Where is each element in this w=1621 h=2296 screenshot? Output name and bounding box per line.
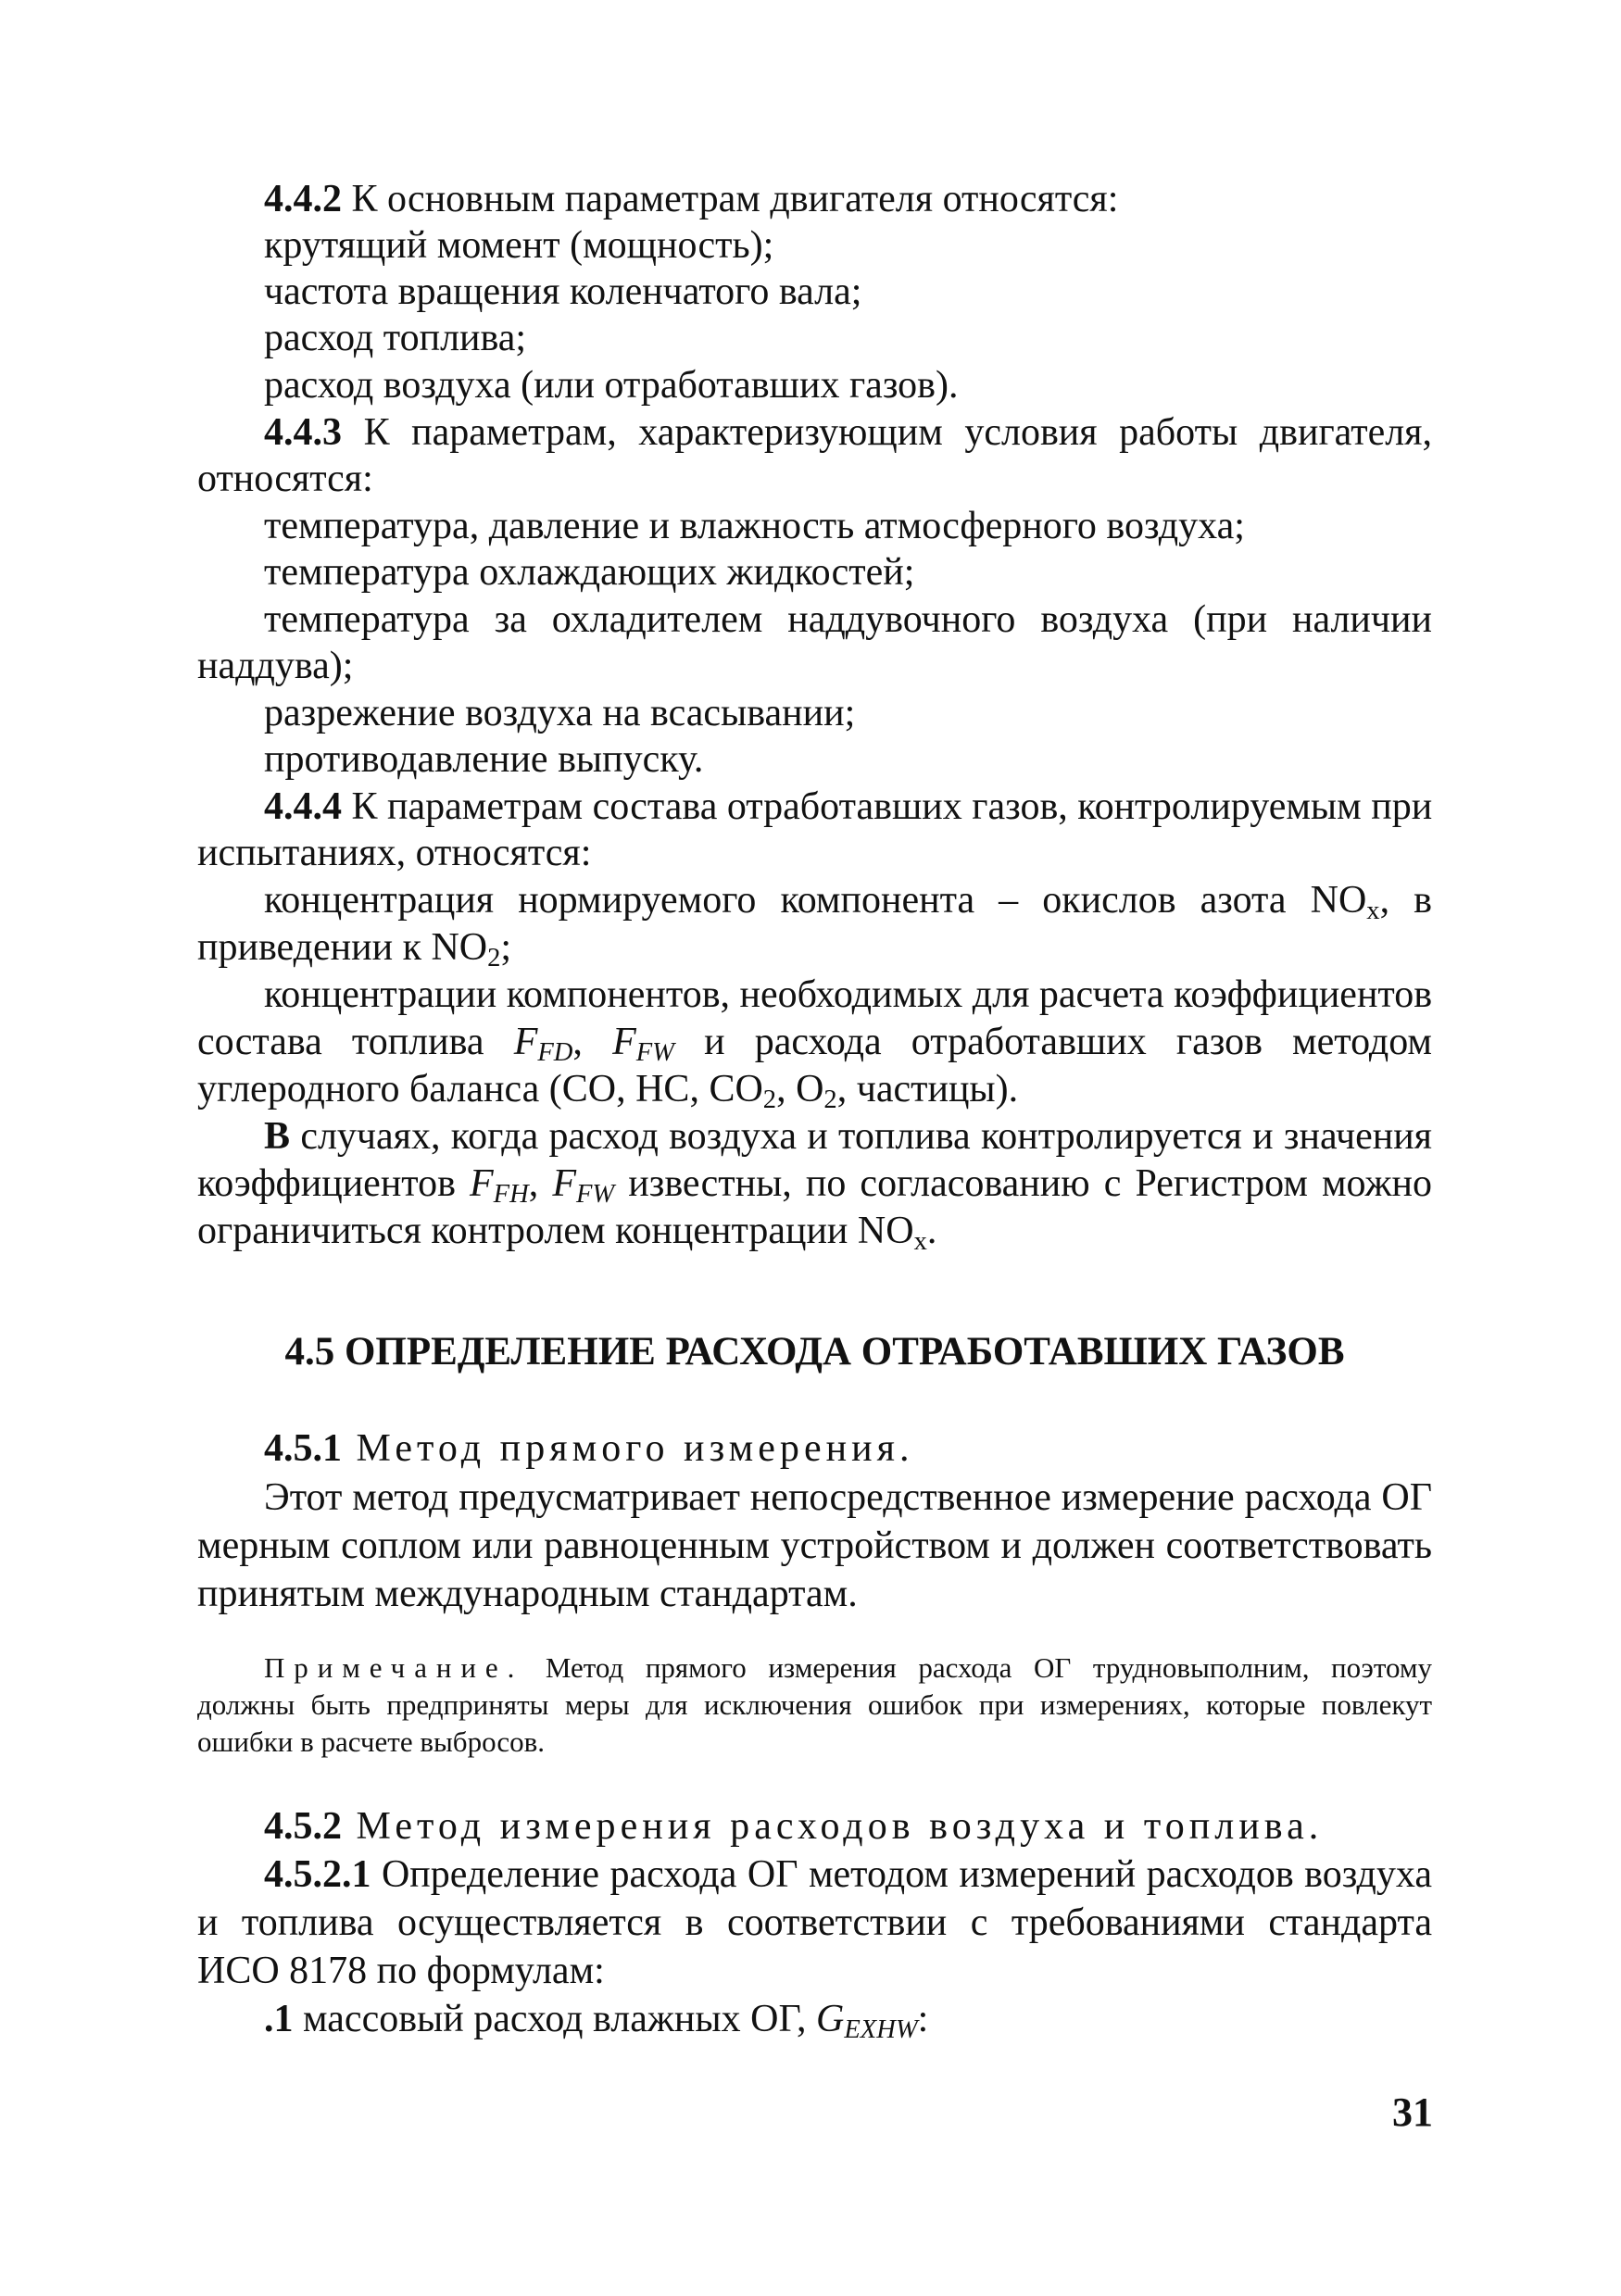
paragraph-line: 4.5.2.1 Определение расхода ОГ методом измерений расходов воздуха (264, 1853, 1432, 1896)
paragraph-line: наддува); (197, 645, 354, 687)
formula-f-fw: $F_{FW}$ (612, 1021, 674, 1068)
section-4-4-3-intro: 4.4.3 К параметрам, характеризующим условия работы двигателя, (264, 411, 1432, 454)
paragraph-line: испытаниях, относятся: (197, 832, 592, 874)
list-item: .1 массовый расход влажных ОГ, $G_{EXHW}$: (264, 1998, 929, 2045)
section-heading: 4.5 ОПРЕДЕЛЕНИЕ РАСХОДА ОТРАБОТАВШИХ ГАЗОВ (284, 1330, 1345, 1374)
paragraph-line: относятся: (197, 458, 373, 500)
note-line: ошибки в расчете выбросов. (197, 1725, 545, 1758)
list-item: концентрация нормируемого компонента – окислов азота $NO_x$, в (264, 879, 1432, 926)
list-item: крутящий момент (мощность); (264, 224, 774, 267)
list-item: противодавление выпуску. (264, 738, 704, 781)
note-label: Примечание. (264, 1651, 524, 1684)
paragraph-line: ИСО 8178 по формулам: (197, 1950, 605, 1992)
paragraph-line: Этот метод предусматривает непосредственное измерение расхода ОГ (264, 1476, 1432, 1519)
formula-g-exhw: $G_{EXHW}$ (816, 1998, 918, 2045)
paragraph-line: углеродного баланса (СО, НС, $СО_2$, $О_2$, частицы). (197, 1068, 1019, 1115)
list-item: частота вращения коленчатого вала; (264, 270, 862, 313)
list-item: разрежение воздуха на всасывании; (264, 692, 856, 734)
list-item: расход воздуха (или отработавших газов). (264, 364, 959, 407)
list-item: температура, давление и влажность атмосферного воздуха; (264, 505, 1245, 547)
paragraph-line: мерным соплом или равноценным устройством и должен соответствовать (197, 1524, 1432, 1567)
formula-f-fd: $F_{FD}$ (513, 1021, 573, 1068)
note-line: должны быть предприняты меры для исключения ошибок при измерениях, которые повлекут (197, 1688, 1432, 1721)
paragraph-line: состава топлива $F_{FD}$, $F_{FW}$ и расхода отработавших газов методом (197, 1021, 1433, 1068)
formula-f-fh: $F_{FH}$ (470, 1162, 529, 1210)
list-item: температура за охладителем наддувочного воздуха (при наличии (264, 598, 1432, 641)
section-4-4-4-intro: 4.4.4 К параметрам состава отработавших газов, контролируемым при (264, 785, 1433, 828)
list-item: концентрации компонентов, необходимых для расчета коэффициентов (264, 973, 1433, 1016)
subsection-title: 4.5.1 Метод прямого измерения. (264, 1427, 914, 1470)
formula-f-fw: $F_{FW}$ (552, 1162, 615, 1210)
paragraph-line: коэффициентов $F_{FH}$, $F_{FW}$ известны, по согласованию с Регистром можно (197, 1162, 1432, 1210)
paragraph-line: ограничиться контролем концентрации $NO_x$. (197, 1210, 937, 1257)
page-number: 31 (1392, 2089, 1433, 2135)
paragraph-line: принятым международным стандартам. (197, 1573, 858, 1615)
subsection-title: 4.5.2 Метод измерения расходов воздуха и топлива. (264, 1805, 1324, 1848)
paragraph-line: В случаях, когда расход воздуха и топлива контролируется и значения (264, 1115, 1432, 1158)
paragraph-line: и топлива осуществляется в соответствии с требованиями стандарта (197, 1901, 1432, 1944)
list-item: расход топлива; (264, 317, 527, 359)
note-line: Примечание. Метод прямого измерения расхода ОГ трудновыполним, поэтому (264, 1651, 1432, 1684)
list-item: температура охлаждающих жидкостей; (264, 551, 915, 594)
section-4-4-2-intro: 4.4.2 К основным параметрам двигателя относятся: (264, 178, 1119, 220)
paragraph-line: приведении к $NO_2$; (197, 926, 512, 973)
